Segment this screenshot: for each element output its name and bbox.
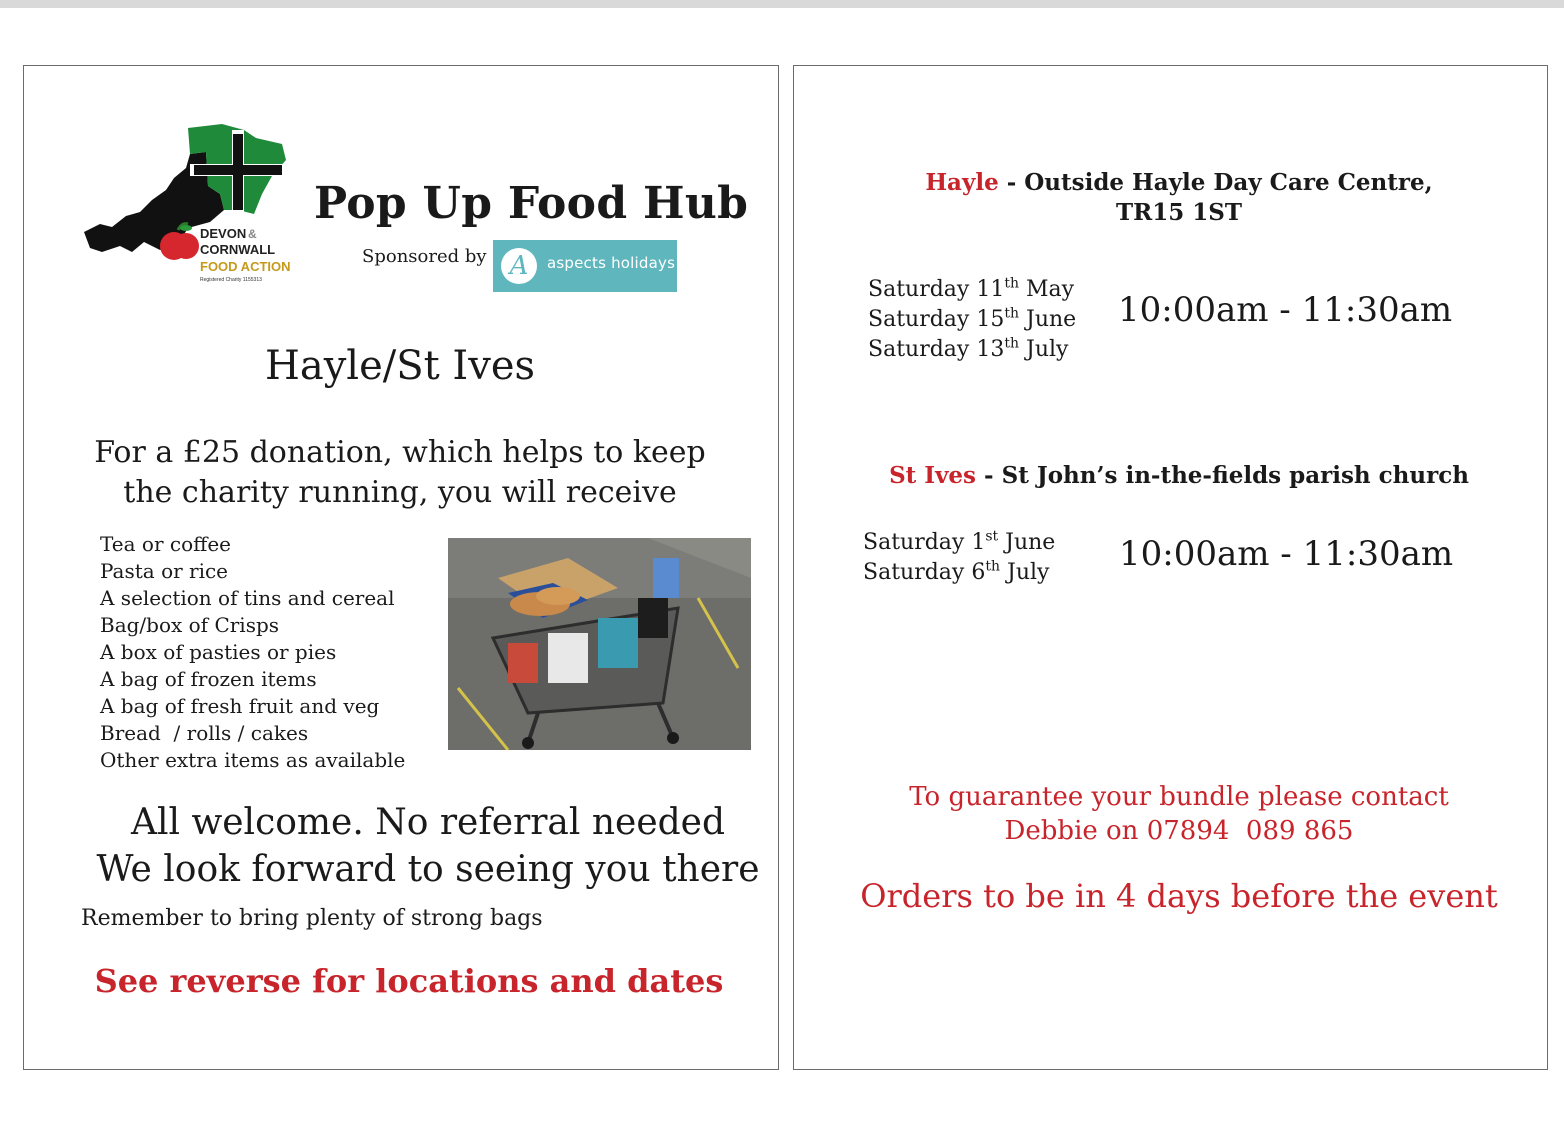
welcome-line: We look forward to seeing you there: [96, 849, 760, 890]
list-item: A bag of frozen items: [100, 667, 317, 691]
st-ives-time: 10:00am - 11:30am: [1119, 534, 1454, 574]
list-item: A bag of fresh fruit and veg: [100, 694, 380, 718]
logo-registration: Registered Charity 1155313: [200, 277, 262, 283]
flyer-front: [23, 65, 779, 1070]
welcome-line: All welcome. No referral needed: [130, 802, 726, 843]
hayle-place-name: Hayle: [925, 169, 999, 196]
hayle-postcode: TR15 1ST: [1116, 199, 1242, 226]
hayle-time: 10:00am - 11:30am: [1118, 290, 1453, 330]
orders-deadline-note: Orders to be in 4 days before the event: [860, 877, 1498, 915]
logo-line-devon: DEVON: [200, 226, 247, 241]
list-item: Saturday 6th July: [863, 558, 1050, 585]
contact-line: To guarantee your bundle please contact: [909, 782, 1449, 812]
sponsor-name: aspects holidays: [547, 254, 676, 272]
st-ives-dates-list: [863, 528, 1055, 588]
list-item: Other extra items as available: [100, 748, 406, 772]
hayle-venue: Outside Hayle Day Care Centre,: [1024, 169, 1433, 196]
list-item: A box of pasties or pies: [100, 640, 337, 664]
st-ives-location-heading: St Ives - St John’s in-the-fields parish church: [889, 462, 1469, 489]
logo-line-cornwall: CORNWALL: [200, 242, 276, 257]
st-ives-place-name: St Ives: [889, 462, 977, 489]
contact-info: [794, 780, 1564, 848]
list-item: Saturday 15th June: [868, 305, 1077, 332]
flyer-title: Pop Up Food Hub: [314, 178, 749, 229]
donation-line: the charity running, you will receive: [123, 475, 677, 510]
flyer-back: [793, 65, 1548, 1070]
list-item: Bread / rolls / cakes: [100, 721, 309, 745]
bundle-items-list: [100, 531, 405, 774]
welcome-text: [24, 799, 832, 893]
devon-cornwall-food-action-logo: [82, 124, 302, 284]
list-item: Saturday 1st June: [863, 528, 1056, 555]
list-item: Bag/box of Crisps: [100, 613, 280, 637]
list-item: Saturday 13th July: [868, 335, 1069, 362]
sponsored-by-label: Sponsored by: [362, 246, 487, 267]
shopping-trolley-photo: [448, 538, 751, 750]
donation-line: For a £25 donation, which helps to keep: [94, 435, 706, 470]
top-edge-bar: [0, 0, 1564, 8]
contact-phone: Debbie on 07894 089 865: [1004, 816, 1354, 846]
bags-note: Remember to bring plenty of strong bags: [81, 906, 543, 931]
list-item: Saturday 11th May: [868, 275, 1075, 302]
see-reverse-note: See reverse for locations and dates: [94, 962, 724, 1000]
aspects-holidays-logo: [493, 240, 677, 292]
aspects-logo-mark-icon: A: [501, 248, 537, 284]
list-item: Tea or coffee: [100, 532, 231, 556]
hayle-dates-list: [868, 275, 1076, 365]
st-ives-venue: St John’s in-the-fields parish church: [1001, 462, 1469, 489]
list-item: A selection of tins and cereal: [100, 586, 395, 610]
svg-text:&: &: [248, 227, 257, 241]
hayle-location-heading: Hayle - Outside Hayle Day Care Centre, TR15 1ST: [794, 168, 1564, 228]
list-item: Pasta or rice: [100, 559, 229, 583]
location-heading: Hayle/St Ives: [264, 343, 536, 389]
donation-text: [24, 433, 776, 513]
logo-line-food-action: FOOD ACTION: [200, 259, 291, 274]
